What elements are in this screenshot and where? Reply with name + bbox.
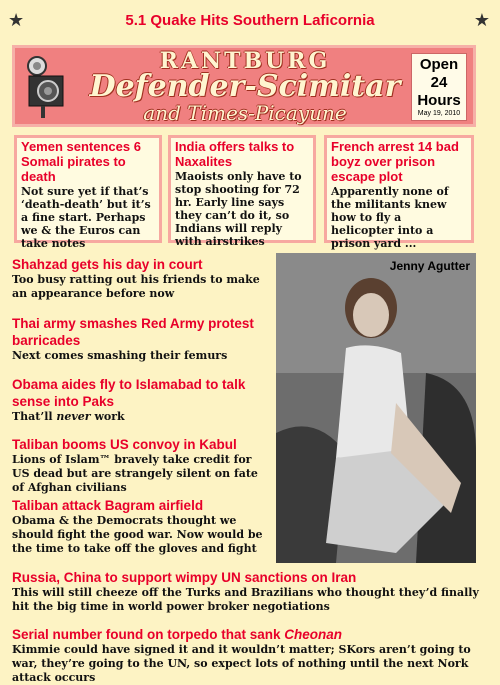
story-4-title[interactable]: Taliban booms US convoy in Kabul <box>12 437 237 452</box>
story-7-title-pre: Serial number found on torpedo that sank <box>12 627 285 642</box>
masthead-title <box>75 50 415 124</box>
column-story-1 <box>14 135 162 250</box>
story-3-body-post: work <box>90 410 125 423</box>
story-4 <box>12 436 270 495</box>
story-1 <box>12 256 270 301</box>
column-story-3-title[interactable]: French arrest 14 bad boyz over prison escape plot <box>331 139 459 184</box>
story-2-body: Next comes smashing their femurs <box>12 349 228 362</box>
story-3 <box>12 376 270 424</box>
story-6 <box>12 569 482 614</box>
masthead <box>12 45 476 127</box>
open-24-hours-badge <box>411 53 467 121</box>
photo[interactable] <box>276 253 476 563</box>
story-7-body: Kimmie could have signed it and it wouldn’t matter; SKors aren’t going to war, they’re going to the UN, so expect lots of nothing until the next Nork attack occurs <box>12 643 471 684</box>
story-6-body: This will still cheeze off the Turks and Brazilians who thought they’d finally hit the big time in world power broker negotiations <box>12 586 479 613</box>
story-2 <box>12 315 270 363</box>
camera-icon <box>21 54 71 120</box>
story-7-title[interactable] <box>12 626 482 643</box>
story-1-title[interactable]: Shahzad gets his day in court <box>12 257 203 272</box>
column-story-1-title[interactable]: Yemen sentences 6 Somali pirates to death <box>21 139 141 184</box>
star-icon-right: ★ <box>473 10 490 31</box>
column-story-3 <box>324 135 474 250</box>
story-2-title[interactable]: Thai army smashes Red Army protest barricades <box>12 316 254 348</box>
column-story-2-body: Maoists only have to stop shooting for 72 hr. Early line says they can’t do it, so Indians will reply with airstrikes <box>175 170 302 248</box>
masthead-line2: Defender-Scimitar <box>89 69 401 104</box>
open-line3: Hours <box>417 92 461 109</box>
story-5-title[interactable]: Taliban attack Bagram airfield <box>12 498 204 513</box>
top-headline-link[interactable]: 5.1 Quake Hits Southern Laficornia <box>125 12 375 29</box>
story-5 <box>12 497 270 556</box>
story-3-body-pre: That’ll <box>12 410 57 423</box>
issue-date: May 19, 2010 <box>417 110 461 117</box>
story-3-body <box>12 410 270 424</box>
story-5-body: Obama & the Democrats thought we should fight the good war. Now would be the time to take off the gloves and fight <box>12 514 263 555</box>
photo-image <box>276 253 476 563</box>
masthead-line3: and Times-Picayune <box>143 101 347 125</box>
column-story-3-body: Apparently none of the militants knew how to fly a helicopter into a prison yard ... <box>331 185 449 250</box>
masthead-line1: RANTBURG <box>159 48 331 74</box>
column-story-2 <box>168 135 316 248</box>
column-story-2-title[interactable]: India offers talks to Naxalites <box>175 139 295 169</box>
story-7 <box>12 626 482 685</box>
story-4-body: Lions of Islam™ bravely take credit for US dead but are strangely silent on fate of Afghan civilians <box>12 453 258 494</box>
story-1-body: Too busy ratting out his friends to make an appearance before now <box>12 273 260 300</box>
photo-caption: Jenny Agutter <box>389 259 470 273</box>
story-7-title-em: Cheonan <box>284 627 343 642</box>
story-6-title[interactable]: Russia, China to support wimpy UN sanctions on Iran <box>12 570 357 585</box>
column-story-1-body: Not sure yet if that’s ‘death-death’ but it’s a fine start. Perhaps we & the Euros can take notes <box>21 185 151 250</box>
star-icon-left: ★ <box>8 10 25 31</box>
story-3-body-em: never <box>56 410 91 423</box>
story-3-title[interactable]: Obama aides fly to Islamabad to talk sense into Paks <box>12 377 246 409</box>
open-line2: 24 <box>430 74 448 91</box>
open-line1: Open <box>419 56 459 73</box>
